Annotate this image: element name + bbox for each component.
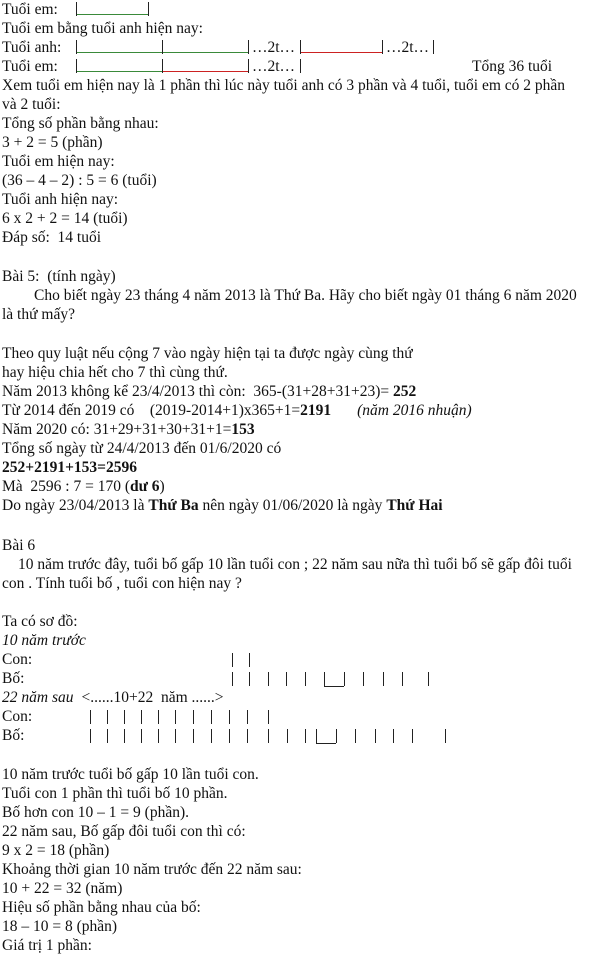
diagram1-em2-label: Tuổi em:: [2, 58, 58, 75]
tick: [175, 710, 176, 724]
tick: [428, 672, 429, 686]
tick: [355, 729, 356, 743]
bai6-con-label: Con:: [2, 651, 33, 668]
bai6-step: Tuổi con 1 phần thì tuổi bố 10 phần.: [2, 785, 228, 802]
bai6-step: 22 năm sau, Bố gấp đôi tuổi con thì có:: [2, 823, 246, 840]
sol4-answer: Đáp số: 14 tuổi: [2, 229, 102, 246]
bai5-total-line: Tổng số ngày từ 24/4/2013 đến 01/6/2020 có: [2, 440, 282, 457]
tick: [300, 59, 301, 73]
bai5-ma: Mà 2596 : 7 = 170 (dư 6): [2, 478, 165, 495]
tick: [162, 59, 163, 73]
tick: [90, 710, 91, 724]
diagram1-caption: Tuổi em bằng tuổi anh hiện nay:: [2, 20, 203, 37]
anh-segment-1: [76, 52, 162, 53]
tick: [344, 672, 345, 686]
tick: [247, 729, 248, 743]
tick: [193, 729, 194, 743]
bai5-problem: Cho biết ngày 23 tháng 4 năm 2013 là Thứ Ba. Hãy cho biết ngày 01 tháng 6 năm 2020 là thứ mấy?: [2, 287, 577, 323]
tick: [324, 672, 325, 686]
tick: [383, 672, 384, 686]
tick: [76, 2, 77, 16]
tick: [141, 729, 142, 743]
tick: [211, 729, 212, 743]
tick: [229, 729, 230, 743]
tick: [382, 40, 383, 54]
em2-segment-2: [162, 71, 248, 72]
bai5-rule: Theo quy luật nếu cộng 7 vào ngày hiện tại ta được ngày cùng thứ: [2, 345, 413, 362]
diagram1-em-label: Tuổi em:: [2, 1, 58, 18]
bai5-total: 252+2191+153=2596: [2, 459, 137, 476]
bai5-y2020: Năm 2020 có: 31+29+31+30+31+1=153: [2, 421, 255, 438]
tick: [232, 653, 233, 667]
tick: [305, 729, 306, 743]
sol4-line: 3 + 2 = 5 (phần): [2, 134, 103, 151]
tick: [247, 710, 248, 724]
tick: [124, 710, 125, 724]
anh-segment-2: [162, 52, 248, 53]
tick: [211, 710, 212, 724]
tick: [445, 729, 446, 743]
em-segment: [76, 14, 148, 15]
short-segment: [316, 743, 336, 744]
tick: [124, 729, 125, 743]
bai6-step: Giá trị 1 phần:: [2, 937, 92, 954]
tick: [300, 40, 301, 54]
tick: [232, 672, 233, 686]
bai6-future: 22 năm sau <......10+22 năm ......>: [2, 689, 224, 706]
bai6-sodo: Ta có sơ đồ:: [2, 613, 78, 630]
bai5-conclusion: Do ngày 23/04/2013 là Thứ Ba nên ngày 01/06/2020 là ngày Thứ Hai: [2, 497, 443, 514]
bai6-step: Hiệu số phần bằng nhau của bố:: [2, 899, 201, 916]
tick: [249, 672, 250, 686]
bai6-past: 10 năm trước: [2, 632, 86, 649]
bai6-bo-label: Bố:: [2, 670, 25, 687]
tick: [158, 710, 159, 724]
tick: [287, 729, 288, 743]
tick: [305, 672, 306, 686]
bai6-step: 10 + 22 = 32 (năm): [2, 880, 123, 897]
tick: [336, 729, 337, 743]
seg-label: …2t…: [252, 58, 296, 75]
tick: [107, 710, 108, 724]
em2-segment-1: [76, 71, 162, 72]
sol4-line: Tổng số phần bằng nhau:: [2, 115, 159, 132]
bai5-y2014: Từ 2014 đến 2019 có (2019-2014+1)x365+1=2191 (năm 2016 nhuận): [2, 402, 472, 419]
tick: [268, 672, 269, 686]
bai6-con2-label: Con:: [2, 708, 33, 725]
tick: [158, 729, 159, 743]
seg-label: …2t…: [252, 39, 296, 56]
tick: [248, 40, 249, 54]
diagram1-total: Tổng 36 tuổi: [472, 58, 553, 75]
bai6-bo2-label: Bố:: [2, 727, 25, 744]
bai6-heading: Bài 6: [2, 537, 36, 554]
tick: [363, 672, 364, 686]
tick: [141, 710, 142, 724]
tick: [175, 729, 176, 743]
tick: [316, 729, 317, 743]
bai6-problem: 10 năm trước đây, tuổi bố gấp 10 lần tuổi con ; 22 năm sau nữa thì tuổi bố sẽ gấp đôi tuổi con . Tính tuổi bố , tuổi con hiện nay ?: [2, 556, 572, 592]
tick: [393, 729, 394, 743]
bai5-y2013: Năm 2013 không kể 23/4/2013 thì còn: 365-(31+28+31+23)= 252: [2, 383, 417, 400]
tick: [268, 710, 269, 724]
tick: [76, 59, 77, 73]
sol4-line: 6 x 2 + 2 = 14 (tuổi): [2, 210, 128, 227]
diagram1-anh-label: Tuổi anh:: [2, 39, 62, 56]
tick: [76, 40, 77, 54]
tick: [249, 653, 250, 667]
tick: [148, 2, 149, 16]
tick: [268, 729, 269, 743]
anh-segment-red: [300, 52, 382, 53]
bai6-step: 10 năm trước tuổi bố gấp 10 lần tuổi con.: [2, 766, 259, 783]
tick: [162, 40, 163, 54]
tick: [107, 729, 108, 743]
short-segment: [324, 686, 344, 687]
seg-label: …2t…: [386, 39, 430, 56]
tick: [193, 710, 194, 724]
tick: [90, 729, 91, 743]
tick: [375, 729, 376, 743]
sol4-line: (36 – 4 – 2) : 5 = 6 (tuổi): [2, 172, 157, 189]
bai6-step: Bố hơn con 10 – 1 = 9 (phần).: [2, 804, 189, 821]
tick: [229, 710, 230, 724]
bai6-step: 18 – 10 = 8 (phần): [2, 918, 118, 935]
sol4-explain: Xem tuổi em hiện nay là 1 phần thì lúc này tuổi anh có 3 phần và 4 tuổi, tuổi em có 2 phần và 2 tuổi:: [2, 77, 566, 113]
tick: [402, 672, 403, 686]
sol4-line: Tuổi em hiện nay:: [2, 153, 115, 170]
bai6-step: 9 x 2 = 18 (phần): [2, 842, 110, 859]
bai5-rule: hay hiệu chia hết cho 7 thì cùng thứ.: [2, 364, 228, 381]
bai5-heading: Bài 5: (tính ngày): [2, 268, 116, 285]
tick: [433, 40, 434, 54]
tick: [412, 729, 413, 743]
bai6-step: Khoảng thời gian 10 năm trước đến 22 năm sau:: [2, 861, 302, 878]
tick: [286, 672, 287, 686]
sol4-line: Tuổi anh hiện nay:: [2, 191, 119, 208]
tick: [248, 59, 249, 73]
